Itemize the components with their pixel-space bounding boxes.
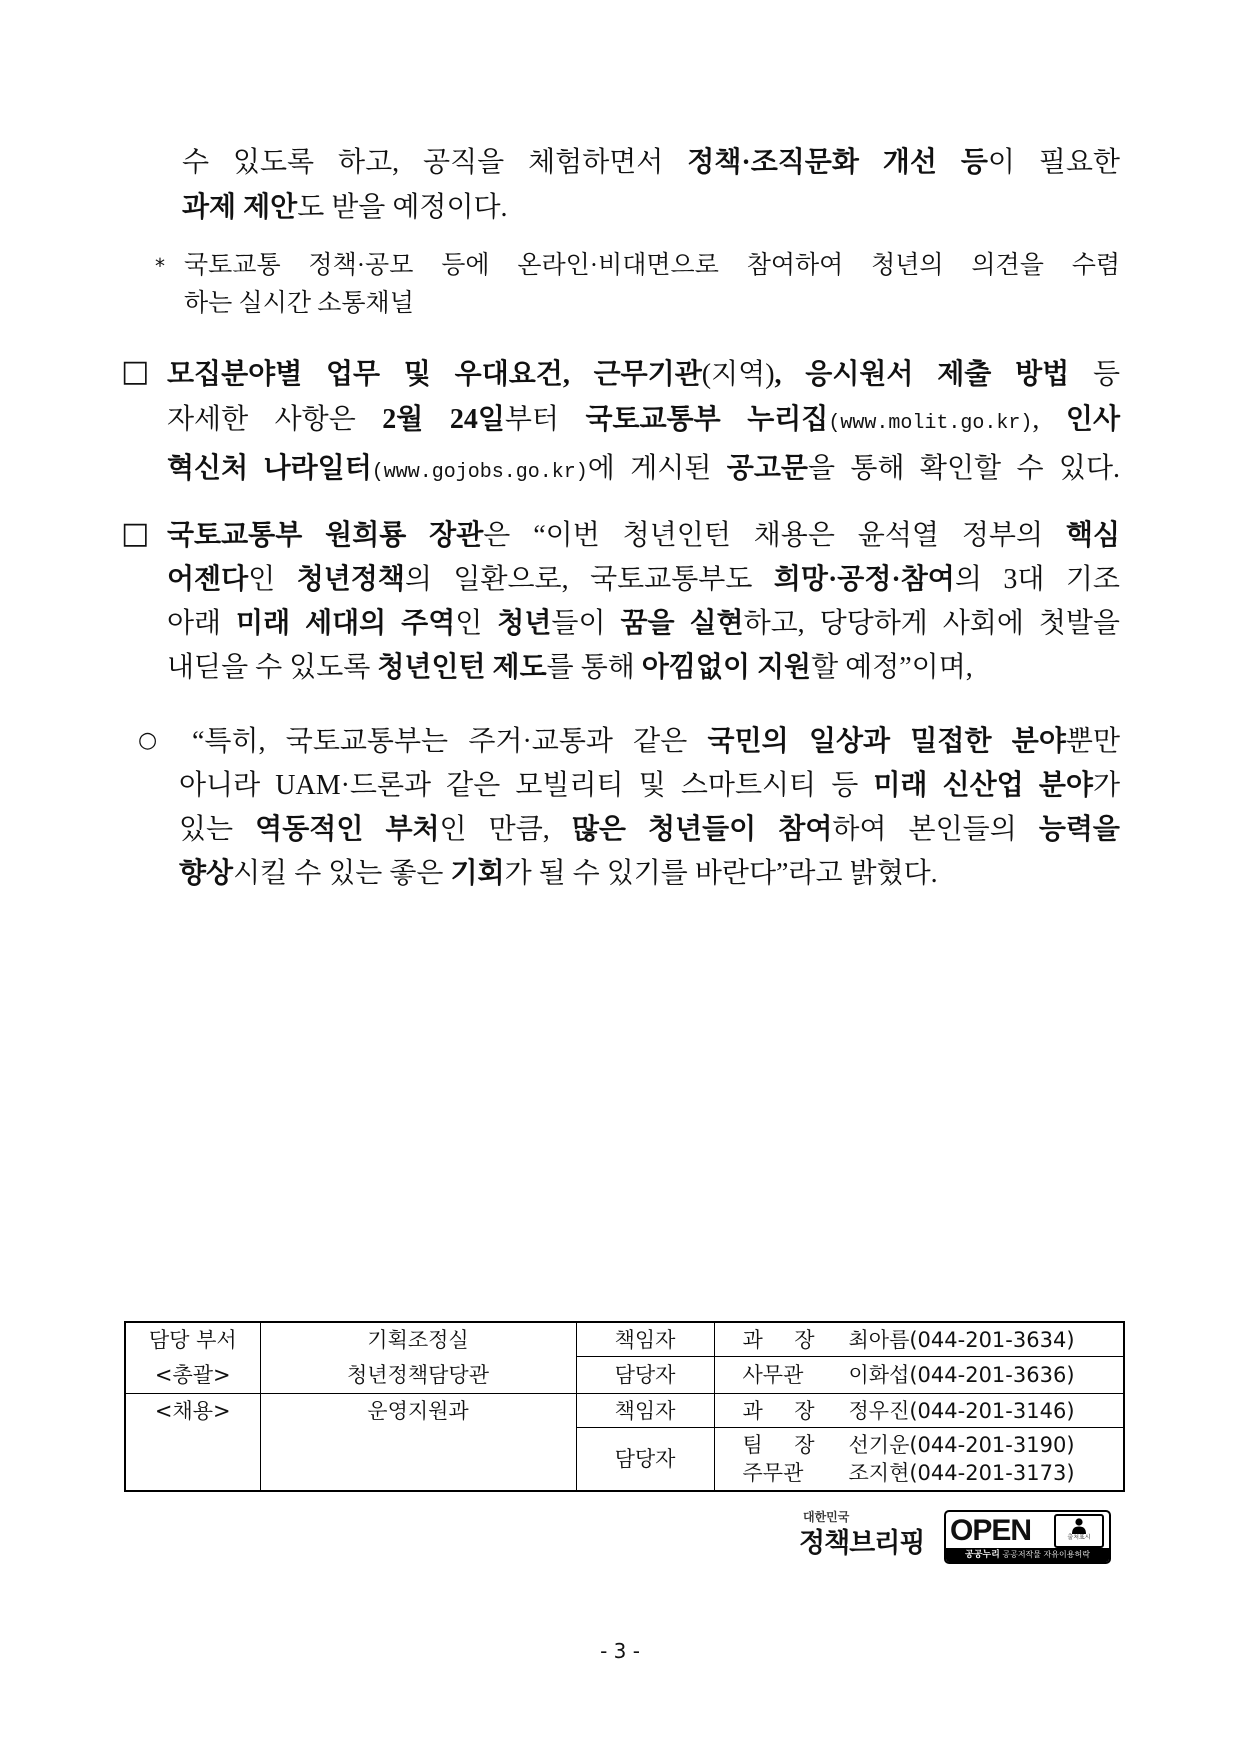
text-run: 수 있도록 하고, 공직을 체험하면서 bbox=[182, 147, 688, 178]
text-run: (www.gojobs.go.kr) bbox=[371, 461, 588, 484]
bold-text-run: 국토교통부 원희룡 장관 bbox=[167, 520, 484, 551]
text-line bbox=[167, 558, 1120, 602]
general-dept-line: 기획조정실 bbox=[367, 1328, 469, 1352]
contact-person bbox=[743, 1397, 1124, 1425]
text-run: 내딛을 수 있도록 bbox=[167, 652, 378, 683]
contact-table bbox=[124, 1321, 1125, 1492]
square-bullet: □ bbox=[121, 354, 150, 389]
dept-label-cell bbox=[125, 1322, 260, 1394]
person-role: 사무관 bbox=[742, 1363, 804, 1388]
text-line bbox=[182, 140, 1120, 185]
text-run: “특히, 국토교통부는 주거·교통과 같은 bbox=[192, 726, 708, 757]
text-line bbox=[184, 285, 1120, 323]
bold-text-run: 국토교통부 누리집 bbox=[585, 404, 829, 435]
text-line bbox=[179, 808, 1120, 852]
duty-cell: 담당자 bbox=[576, 1428, 714, 1491]
person-name-phone: 이화섭(044-201-3636) bbox=[848, 1363, 1075, 1388]
text-run: 가 될 수 있기를 바란다”라고 밝혔다. bbox=[504, 858, 938, 889]
text-line bbox=[179, 720, 1120, 764]
person-cell bbox=[714, 1428, 1124, 1491]
person-role: 팀 장 bbox=[742, 1432, 815, 1457]
person-role: 과 장 bbox=[742, 1327, 815, 1352]
person-name-phone: 조지현(044-201-3173) bbox=[848, 1460, 1075, 1485]
recruit-dept: 운영지원과 bbox=[367, 1399, 469, 1423]
square-bullet: □ bbox=[121, 516, 150, 551]
table-row bbox=[125, 1322, 1124, 1357]
text-run: 하여 본인들의 bbox=[832, 814, 1039, 845]
recruit-label: <채용> bbox=[154, 1399, 231, 1423]
kogl-bar bbox=[946, 1548, 1109, 1562]
contact-person bbox=[743, 1459, 1124, 1487]
text-line bbox=[167, 514, 1120, 558]
bold-text-run: 청년인턴 제도 bbox=[377, 652, 547, 683]
bold-text-run: 국민의 일상과 밀접한 분야 bbox=[707, 726, 1066, 757]
bold-text-run: 2월 24일 bbox=[382, 404, 505, 435]
briefing-logo-main-text: 정책브리핑 bbox=[799, 1528, 925, 1559]
contact-person bbox=[743, 1326, 1124, 1354]
text-line bbox=[167, 646, 1120, 690]
kogl-bar-text: 공공저작물 자유이용허락 bbox=[1002, 1550, 1090, 1559]
attribution-badge bbox=[1054, 1514, 1104, 1548]
note-paragraph bbox=[184, 247, 1120, 323]
bold-text-run: 공고문 bbox=[726, 453, 808, 484]
text-run: 국토교통 정책·공모 등에 온라인·비대면으로 참여하여 청년의 의견을 수렴 bbox=[184, 252, 1120, 279]
text-line bbox=[182, 185, 1120, 230]
text-line bbox=[179, 764, 1120, 808]
text-run: 이 필요한 bbox=[987, 147, 1120, 178]
general-dept-cell bbox=[260, 1322, 576, 1394]
text-run: 인 bbox=[455, 608, 498, 639]
person-cell bbox=[714, 1394, 1124, 1428]
text-run: 등 bbox=[1069, 359, 1120, 390]
text-run: (www.molit.go.kr) bbox=[828, 412, 1033, 435]
bold-text-run: 아낌없이 지원 bbox=[641, 652, 812, 683]
text-run: , bbox=[1032, 404, 1066, 435]
bold-text-run: 핵심 bbox=[1065, 520, 1121, 551]
contact-person bbox=[743, 1431, 1124, 1459]
person-name-phone: 선기운(044-201-3190) bbox=[848, 1432, 1075, 1457]
person-name-phone: 최아름(044-201-3634) bbox=[848, 1327, 1075, 1352]
text-line bbox=[167, 602, 1120, 646]
text-run: 부터 bbox=[504, 404, 586, 435]
person-icon bbox=[1069, 1518, 1089, 1534]
text-line bbox=[167, 446, 1120, 495]
person-name-phone: 정우진(044-201-3146) bbox=[848, 1398, 1075, 1423]
text-run: 인 만큼, bbox=[439, 814, 572, 845]
text-line bbox=[184, 247, 1120, 285]
text-run: 시킬 수 있는 좋은 bbox=[233, 858, 451, 889]
bold-text-run: 미래 신산업 분야 bbox=[873, 770, 1093, 801]
open-wordmark: OPEN bbox=[950, 1514, 1032, 1547]
text-run: 가 bbox=[1092, 770, 1121, 801]
person-cell bbox=[714, 1322, 1124, 1357]
bold-text-run: 미래 세대의 주역 bbox=[236, 608, 456, 639]
bold-text-run: 향상 bbox=[179, 858, 234, 889]
text-run: 할 예정”이며, bbox=[811, 652, 973, 683]
continuation-paragraph bbox=[182, 140, 1120, 230]
bold-text-run: 청년 bbox=[497, 608, 552, 639]
bold-text-run: 모집분야별 업무 및 우대요건, 근무기관 bbox=[167, 359, 702, 390]
general-label: <총괄> bbox=[154, 1363, 231, 1387]
page-number: - 3 - bbox=[600, 1639, 640, 1663]
duty-cell: 담당자 bbox=[576, 1357, 714, 1394]
text-run: 뿐만 bbox=[1065, 726, 1120, 757]
briefing-logo-top-text: 대한민국 bbox=[803, 1510, 850, 1524]
bold-text-run: 꿈을 실현 bbox=[620, 608, 744, 639]
person-role: 과 장 bbox=[742, 1398, 815, 1423]
text-run: 은 “이번 청년인턴 채용은 윤석열 정부의 bbox=[483, 520, 1066, 551]
bold-text-run: 기회 bbox=[450, 858, 505, 889]
bold-text-run: 인사 bbox=[1065, 404, 1120, 435]
bold-text-run: 희망·공정·참여 bbox=[773, 564, 955, 595]
text-run: 하고, 당당하게 사회에 첫발을 bbox=[743, 608, 1120, 639]
recruit-dept-cell bbox=[260, 1394, 576, 1491]
bold-text-run: 역동적인 부처 bbox=[255, 814, 440, 845]
text-run: 의 3대 기조 bbox=[954, 564, 1120, 595]
duty-cell: 책임자 bbox=[576, 1322, 714, 1357]
text-line bbox=[179, 852, 1120, 896]
bold-text-run: 능력을 bbox=[1038, 814, 1120, 845]
text-run: 을 통해 확인할 수 있다. bbox=[807, 453, 1120, 484]
text-run: (지역) bbox=[701, 359, 775, 390]
recruit-info-paragraph bbox=[167, 352, 1120, 495]
text-run: 하는 실시간 소통채널 bbox=[184, 290, 414, 317]
general-dept-line: 청년정책담당관 bbox=[346, 1363, 489, 1387]
circle-bullet: ○ bbox=[138, 728, 158, 753]
dept-label: 담당 부서 bbox=[148, 1328, 237, 1352]
bold-text-run: , 응시원서 제출 방법 bbox=[774, 359, 1070, 390]
contact-person bbox=[743, 1361, 1124, 1389]
bold-text-run: 혁신처 나라일터 bbox=[167, 453, 372, 484]
text-line bbox=[167, 352, 1120, 397]
text-run: 를 통해 bbox=[546, 652, 642, 683]
text-run: 에 게시된 bbox=[587, 453, 727, 484]
text-run: 아니라 UAM·드론과 같은 모빌리티 및 스마트시티 등 bbox=[179, 770, 874, 801]
text-run: 인 bbox=[248, 564, 297, 595]
bold-text-run: 과제 제안 bbox=[182, 192, 298, 223]
text-run: 의 일환으로, 국토교통부도 bbox=[404, 564, 774, 595]
bold-text-run: 정책·조직문화 개선 등 bbox=[687, 147, 988, 178]
minister-quote-paragraph bbox=[167, 514, 1120, 690]
kogl-bar-title: 공공누리 bbox=[965, 1550, 1000, 1560]
duty-cell: 책임자 bbox=[576, 1394, 714, 1428]
attribution-badge-text: 출처표시 bbox=[1067, 1534, 1091, 1541]
kogl-open-license-logo bbox=[944, 1510, 1111, 1564]
text-run: 자세한 사항은 bbox=[167, 404, 383, 435]
policy-briefing-logo bbox=[799, 1510, 931, 1566]
text-run: 아래 bbox=[167, 608, 237, 639]
text-run: 도 받을 예정이다. bbox=[297, 192, 508, 223]
minister-quote-sub-paragraph bbox=[179, 720, 1120, 896]
bold-text-run: 어젠다 bbox=[167, 564, 249, 595]
person-cell bbox=[714, 1357, 1124, 1394]
note-asterisk: * bbox=[155, 254, 165, 278]
bold-text-run: 청년정책 bbox=[296, 564, 405, 595]
recruit-label-cell bbox=[125, 1394, 260, 1491]
text-run: 있는 bbox=[179, 814, 256, 845]
text-run: 들이 bbox=[551, 608, 621, 639]
bold-text-run: 많은 청년들이 참여 bbox=[571, 814, 833, 845]
text-line bbox=[167, 397, 1120, 446]
table-row bbox=[125, 1394, 1124, 1428]
person-role: 주무관 bbox=[742, 1460, 804, 1485]
